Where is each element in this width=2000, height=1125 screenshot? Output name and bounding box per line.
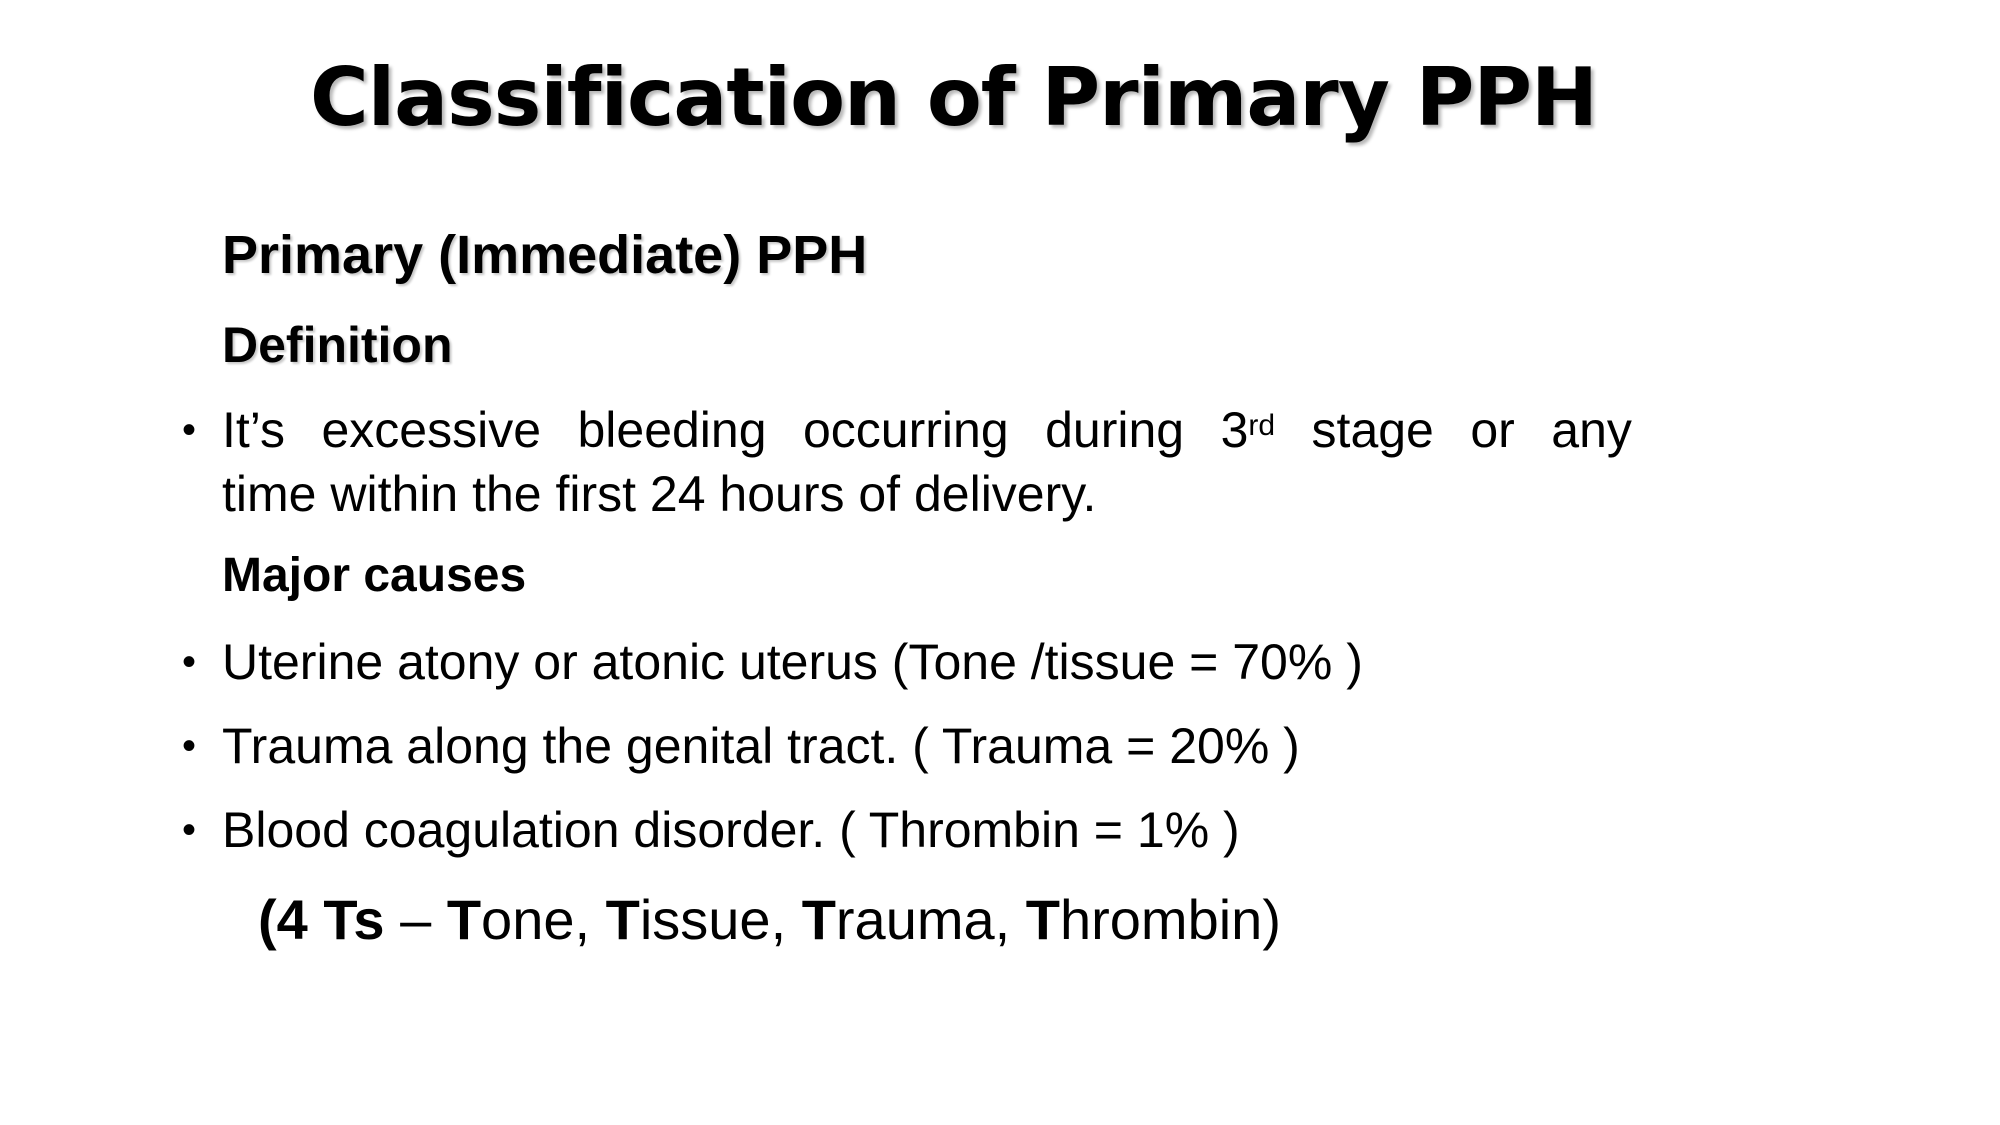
mnemonic-initial-trauma: T [801,888,836,951]
definition-word: during [1045,402,1185,458]
cause-text: Uterine atony or atonic uterus (Tone /tissue = 70% ) [222,634,1363,690]
definition-line-2: time within the first 24 hours of delivery. [222,466,1097,522]
mnemonic-initial-thrombin: T [1025,888,1060,951]
mnemonic-separator: , [770,888,802,951]
slide-title: Classification of Primary PPH [310,51,1597,144]
definition-word: It’s [222,402,285,458]
four-ts-mnemonic [258,885,1281,955]
four-ts-close: ) [1262,888,1281,951]
ordinal-number: 3 [1220,402,1249,458]
definition-word: any [1551,402,1632,458]
ordinal-superscript: rd [1248,409,1276,442]
cause-text: Blood coagulation disorder. ( Thrombin = 1% ) [222,802,1240,858]
definition-word: excessive [321,402,541,458]
definition-word-ordinal [1221,398,1276,462]
bullet-marker: • [182,408,197,452]
definition-line-1 [222,398,1632,462]
mnemonic-initial-tone: T [446,888,482,951]
mnemonic-rest-trauma: rauma [835,888,995,951]
mnemonic-separator: , [994,888,1026,951]
definition-word: or [1470,402,1515,458]
bullet-marker: • [182,808,197,852]
definition-word: bleeding [577,402,767,458]
definition-word: stage [1311,402,1434,458]
four-ts-label: 4 Ts [276,888,385,951]
major-causes-heading: Major causes [222,549,527,602]
mnemonic-rest-tissue: issue [639,888,771,951]
bullet-marker: • [182,640,197,684]
four-ts-open: ( [258,888,277,951]
definition-heading: Definition [222,317,453,373]
four-ts-dash: – [384,888,447,951]
mnemonic-separator: , [574,888,606,951]
mnemonic-initial-tissue: T [605,888,640,951]
section-heading-primary-pph: Primary (Immediate) PPH [222,225,868,285]
cause-text: Trauma along the genital tract. ( Trauma = 20% ) [222,718,1300,774]
definition-word: occurring [803,402,1009,458]
bullet-marker: • [182,724,197,768]
mnemonic-rest-thrombin: hrombin [1059,888,1263,951]
mnemonic-rest-tone: one [481,888,575,951]
